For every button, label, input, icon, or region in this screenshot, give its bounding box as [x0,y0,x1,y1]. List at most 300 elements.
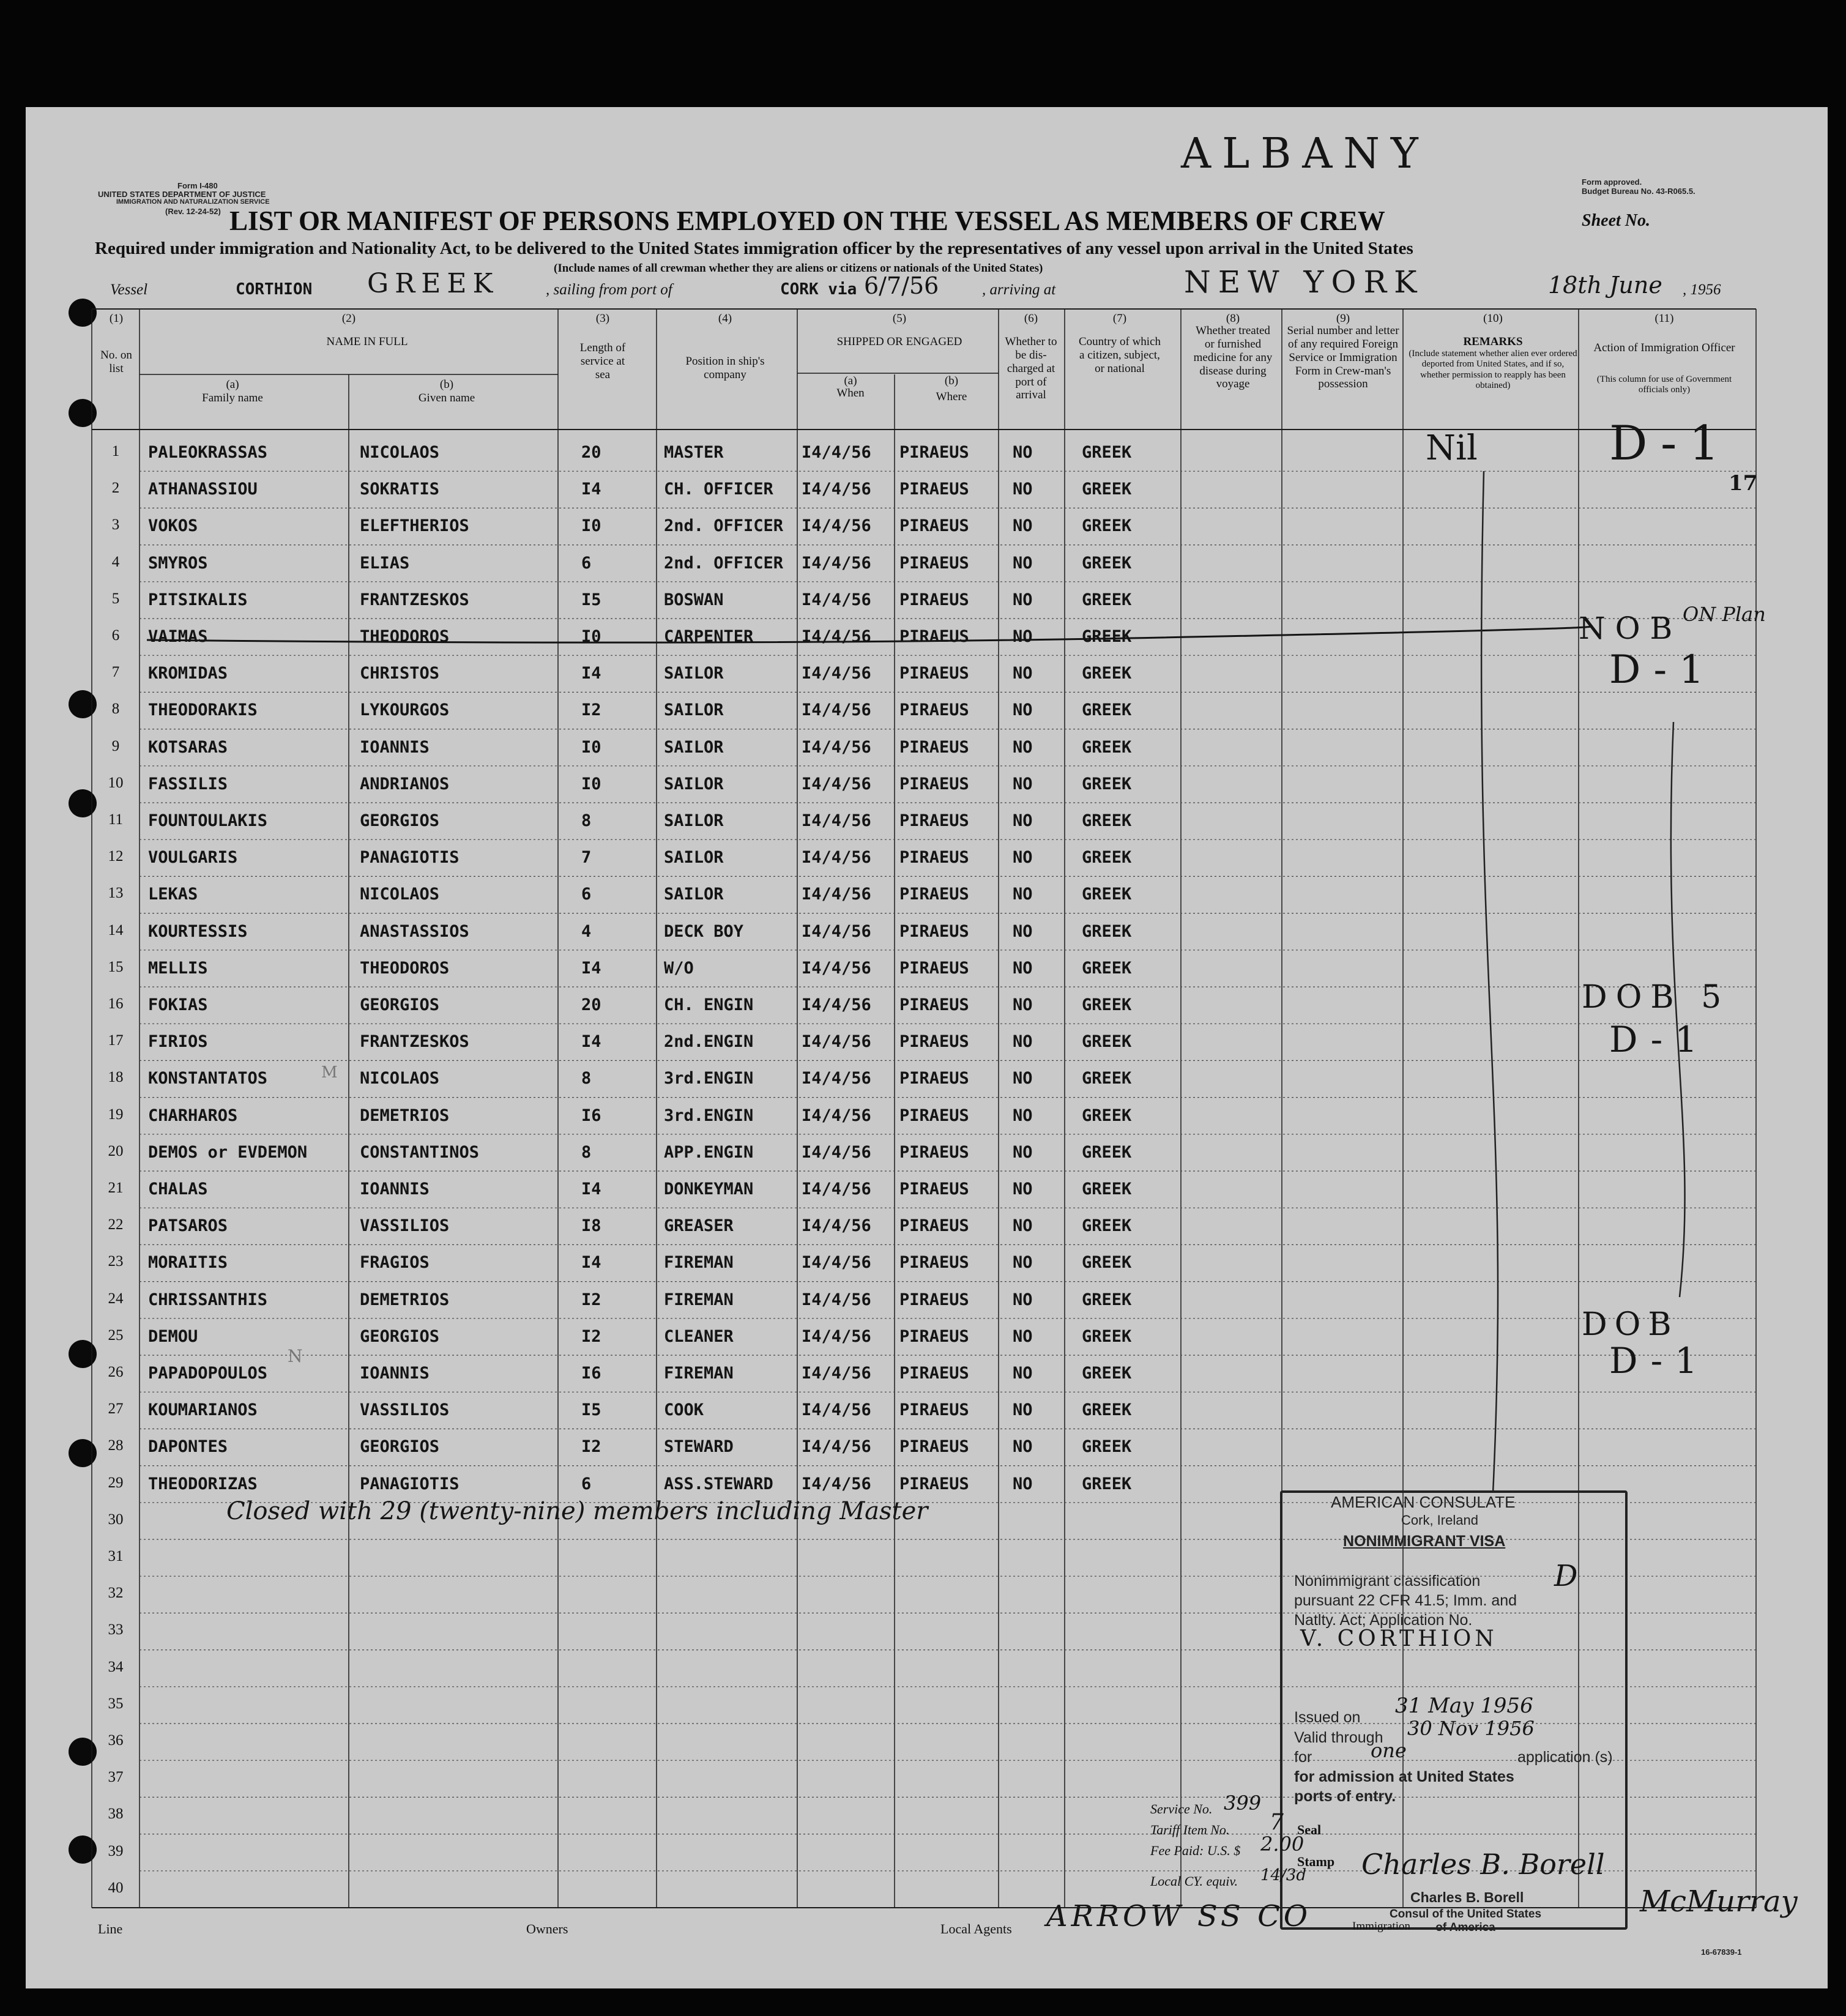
shipped-where: PIRAEUS [899,590,969,609]
col11-note: (This column for use of Government officials only) [1596,374,1732,395]
arrival-date: 18th June [1548,272,1662,299]
given-name: NICOLAOS [360,885,440,904]
family-name: LEKAS [148,885,198,904]
service-number-label: Service No. [1150,1801,1213,1817]
service-length: I2 [581,1326,601,1346]
row-number: 31 [108,1548,124,1564]
shipped-where: PIRAEUS [899,1253,969,1273]
service-length: 20 [581,995,601,1014]
row-number: 27 [108,1400,124,1418]
shipped-when: I4/4/56 [802,1106,871,1125]
form-approved: Form approved. [1582,177,1642,187]
row-number: 7 [111,664,120,681]
family-name: PAPADOPOULOS [148,1364,268,1383]
position: MASTER [664,443,724,462]
country: GREEK [1082,737,1132,757]
shipped-where: PIRAEUS [899,958,969,978]
shipped-when: I4/4/56 [802,1180,871,1199]
shipped-where: PIRAEUS [899,1142,969,1162]
discharged: NO [1013,1253,1033,1273]
shipped-where: PIRAEUS [899,1069,969,1088]
annotation-dob5: DOB 5 [1582,979,1730,1016]
row-number: 11 [108,811,124,828]
stamp-consulate: AMERICAN CONSULATE [1331,1493,1516,1511]
discharged: NO [1013,480,1033,499]
row-number: 6 [111,627,120,644]
row-number: 14 [108,921,124,939]
closing-note: Closed with 29 (twenty-nine) members including Master [226,1497,928,1525]
family-name: FIRIOS [148,1032,208,1052]
shipped-when: I4/4/56 [802,737,871,757]
col10-number: (10) [1483,312,1503,325]
shipped-when: I4/4/56 [802,1326,871,1346]
given-name: GEORGIOS [360,811,440,830]
position: 2nd. OFFICER [664,553,784,573]
stamp-valid-label: Valid through [1294,1729,1383,1746]
service-length: 20 [581,443,601,462]
col3-number: (3) [595,312,610,325]
stamp-regulation: pursuant 22 CFR 41.5; Imm. and [1294,1592,1517,1609]
shipped-where: PIRAEUS [899,480,969,499]
tariff-value: 7 [1270,1810,1284,1835]
family-name: SMYROS [148,553,208,573]
col7-number: (7) [1112,312,1127,325]
row-number: 25 [108,1326,124,1344]
discharged: NO [1013,737,1033,757]
country: GREEK [1082,885,1132,904]
service-length: I2 [581,1290,601,1309]
stamp-application-count: application (s) [1517,1749,1613,1766]
col6-header: Whether to be dis-charged at port of arrival [1005,335,1057,402]
row-number: 18 [108,1069,124,1086]
annotation-dob-row25: DOB [1582,1306,1679,1343]
col1-header: No. on list [100,349,132,375]
country: GREEK [1082,1437,1132,1457]
local-agents-label: Local Agents [940,1921,1012,1936]
local-equiv-label: Local CY. equiv. [1150,1873,1238,1889]
service-length: 6 [581,553,592,573]
country: GREEK [1082,1032,1132,1052]
stamp-classification: D [1554,1559,1578,1593]
budget-number: Budget Bureau No. 43-R065.5. [1582,187,1695,196]
family-name: THEODORIZAS [148,1474,258,1493]
seal-label: Seal [1297,1822,1322,1837]
sailing-port: CORK via [780,280,857,299]
annotation-d1-row17: D-1 [1609,1019,1710,1060]
stamp-for-value: one [1371,1739,1407,1762]
discharged: NO [1013,443,1033,462]
col5-header: SHIPPED OR ENGAGED [836,335,962,348]
row-number: 38 [108,1806,124,1823]
immigration-label: Immigration [1352,1920,1410,1933]
family-name: VOULGARIS [148,848,238,868]
shipped-where: PIRAEUS [899,1290,969,1309]
country: GREEK [1082,1474,1132,1493]
discharged: NO [1013,811,1033,830]
discharged: NO [1013,627,1033,646]
position: SAILOR [664,848,724,868]
given-name: ANDRIANOS [360,774,450,794]
row-number: 35 [108,1695,124,1712]
annotation-n-mark: N [288,1346,303,1366]
pen-line [1481,471,1498,1493]
service-length: I0 [581,737,601,757]
country: GREEK [1082,848,1132,868]
given-name: IOANNIS [360,1180,430,1199]
shipped-when: I4/4/56 [802,553,871,573]
shipped-when: I4/4/56 [802,516,871,536]
position: GREASER [664,1216,734,1236]
position: SAILOR [664,701,724,720]
shipped-where: PIRAEUS [899,848,969,868]
service-length: I6 [581,1106,601,1125]
discharged: NO [1013,774,1033,794]
discharged: NO [1013,1290,1033,1309]
shipped-when: I4/4/56 [802,1069,871,1088]
row-number: 10 [108,774,124,791]
col5a-header: When [836,387,865,400]
stamp-visa-type: NONIMMIGRANT VISA [1343,1533,1506,1550]
position: COOK [664,1400,704,1420]
arriving-port: NEW YORK [1184,264,1424,300]
family-name: CHARHAROS [148,1106,238,1125]
stamp-ports: ports of entry. [1294,1788,1396,1805]
shipped-when: I4/4/56 [802,1290,871,1309]
position: BOSWAN [664,590,724,609]
country: GREEK [1082,811,1132,830]
consul-title: Consul of the United States of America [1389,1908,1542,1934]
line-label: Line [98,1921,123,1936]
discharged: NO [1013,885,1033,904]
given-name: NICOLAOS [360,1069,440,1088]
service-length: I4 [581,1032,601,1052]
col9-header: Serial number and letter of any required Foreign Service or Immigration Form in Crew-man's possession [1287,324,1399,391]
family-name: CHALAS [148,1180,208,1199]
shipped-when: I4/4/56 [802,921,871,941]
country: GREEK [1082,1400,1132,1420]
row-number: 4 [111,553,120,570]
discharged: NO [1013,664,1033,683]
discharged: NO [1013,553,1033,573]
discharged: NO [1013,1032,1033,1052]
include-note: (Include names of all crewman whether they are aliens or citizens or nationals of the United States) [554,262,1043,275]
col8-number: (8) [1226,312,1240,325]
discharged: NO [1013,1400,1033,1420]
shipped-when: I4/4/56 [802,443,871,462]
family-name: MORAITIS [148,1253,228,1273]
annotation-nil: Nil [1426,428,1478,468]
col6-number: (6) [1024,312,1038,325]
shipped-when: I4/4/56 [802,1474,871,1493]
consul-name: Charles B. Borell [1410,1889,1524,1905]
shipped-where: PIRAEUS [899,774,969,794]
service-length: 4 [581,921,592,941]
service-length: I0 [581,774,601,794]
country: GREEK [1082,1106,1132,1125]
col4-header: Position in ship's company [685,355,765,381]
service-length: 7 [581,848,592,868]
shipped-when: I4/4/56 [802,1142,871,1162]
discharged: NO [1013,701,1033,720]
shipped-where: PIRAEUS [899,1364,969,1383]
shipped-when: I4/4/56 [802,958,871,978]
stamp-word: Stamp [1297,1854,1335,1869]
col2b-number: (b) [439,378,454,391]
shipped-where: PIRAEUS [899,995,969,1014]
col2-number: (2) [341,312,356,325]
given-name: CONSTANTINOS [360,1142,480,1162]
given-name: NICOLAOS [360,443,440,462]
row-number: 2 [111,480,120,497]
service-length: I2 [581,701,601,720]
shipped-when: I4/4/56 [802,664,871,683]
country: GREEK [1082,921,1132,941]
family-name: KOURTESSIS [148,921,248,941]
family-name: DEMOS or EVDEMON [148,1142,308,1162]
service-length: I5 [581,1400,601,1420]
discharged: NO [1013,1106,1033,1125]
shipped-where: PIRAEUS [899,885,969,904]
department: UNITED STATES DEPARTMENT OF JUSTICE [98,190,266,199]
service-length: 6 [581,1474,592,1493]
shipped-where: PIRAEUS [899,1437,969,1457]
service-length: I8 [581,1216,601,1236]
service-length: I4 [581,958,601,978]
position: STEWARD [664,1437,734,1457]
row-number: 8 [111,701,120,718]
given-name: VASSILIOS [360,1400,450,1420]
stamp-for-label: for [1294,1749,1312,1766]
row-number: 36 [108,1732,124,1749]
family-name: THEODORAKIS [148,701,258,720]
shipped-where: PIRAEUS [899,443,969,462]
row-number: 33 [108,1621,124,1638]
family-name: PITSIKALIS [148,590,248,609]
discharged: NO [1013,1474,1033,1493]
service-length: I5 [581,590,601,609]
family-name: VAIMAS [148,627,208,646]
country: GREEK [1082,1142,1132,1162]
discharged: NO [1013,1437,1033,1457]
row-number: 5 [111,590,120,607]
row-number: 30 [108,1511,124,1528]
shipped-when: I4/4/56 [802,995,871,1014]
discharged: NO [1013,921,1033,941]
position: 3rd.ENGIN [664,1106,754,1125]
shipped-where: PIRAEUS [899,1400,969,1420]
sheet-number-label: Sheet No. [1582,211,1650,230]
shipped-when: I4/4/56 [802,811,871,830]
family-name: FOUNTOULAKIS [148,811,268,830]
position: SAILOR [664,664,724,683]
col2-header: NAME IN FULL [326,335,408,348]
shipped-where: PIRAEUS [899,1326,969,1346]
annotation-on-plan: ON Plan [1683,603,1766,626]
country: GREEK [1082,995,1132,1014]
position: 2nd.ENGIN [664,1032,754,1052]
service-length: 8 [581,811,592,830]
shipped-when: I4/4/56 [802,1364,871,1383]
service-number: 399 [1224,1791,1262,1815]
shipped-where: PIRAEUS [899,516,969,536]
shipped-when: I4/4/56 [802,1400,871,1420]
family-name: FASSILIS [148,774,228,794]
row-number: 39 [108,1842,124,1859]
row-number: 37 [108,1769,124,1786]
given-name: THEODOROS [360,958,450,978]
sailing-date: 6/7/56 [864,272,939,299]
discharged: NO [1013,1326,1033,1346]
row-number: 23 [108,1253,124,1270]
stamp-issued-label: Issued on [1294,1709,1361,1726]
stamp-vessel: V. CORTHION [1300,1626,1498,1651]
service-length: I2 [581,1437,601,1457]
annotation-d1-row26: D-1 [1609,1340,1710,1382]
family-name: PATSAROS [148,1216,228,1236]
annotation-d1-row7: D-1 [1609,647,1716,693]
arriving-label: , arriving at [982,281,1056,298]
immigration-officer-signature: McMurray [1640,1884,1798,1919]
page-title: LIST OR MANIFEST OF PERSONS EMPLOYED ON THE VESSEL AS MEMBERS OF CREW [229,206,1385,236]
family-name: KOUMARIANOS [148,1400,258,1420]
position: SAILOR [664,737,724,757]
shipped-when: I4/4/56 [802,480,871,499]
family-name: VOKOS [148,516,198,536]
discharged: NO [1013,590,1033,609]
family-name: KONSTANTATOS [148,1069,268,1088]
discharged: NO [1013,1180,1033,1199]
family-name: FOKIAS [148,995,208,1014]
position: SAILOR [664,885,724,904]
row-number: 17 [108,1032,124,1049]
position: ASS.STEWARD [664,1474,773,1493]
position: CH. ENGIN [664,995,754,1014]
shipped-where: PIRAEUS [899,737,969,757]
country: GREEK [1082,664,1132,683]
family-name: ATHANASSIOU [148,480,258,499]
shipped-where: PIRAEUS [899,1474,969,1493]
fee-paid-label: Fee Paid: U.S. $ [1150,1843,1241,1858]
position: 3rd.ENGIN [664,1069,754,1088]
family-name: MELLIS [148,958,208,978]
given-name: CHRISTOS [360,664,440,683]
given-name: ANASTASSIOS [360,921,469,941]
col5b-number: (b) [944,374,959,387]
page-subtitle: Required under immigration and Nationality Act, to be delivered to the United States immigration officer by the representatives of any vessel upon arrival in the United States [95,239,1413,258]
row-number: 1 [111,443,120,459]
country: GREEK [1082,590,1132,609]
shipped-where: PIRAEUS [899,921,969,941]
service-length: I4 [581,1253,601,1273]
revision: (Rev. 12-24-52) [165,207,221,216]
shipped-when: I4/4/56 [802,1437,871,1457]
family-name: CHRISSANTHIS [148,1290,268,1309]
family-name: KROMIDAS [148,664,228,683]
given-name: IOANNIS [360,737,430,757]
annotation-seventeen: 17 [1729,471,1758,496]
shipped-when: I4/4/56 [802,590,871,609]
discharged: NO [1013,1364,1033,1383]
row-number: 40 [108,1879,124,1896]
row-number: 15 [108,958,124,975]
country: GREEK [1082,774,1132,794]
stamp-issued: 31 May 1956 [1395,1694,1533,1718]
position: 2nd. OFFICER [664,516,784,536]
col3-header: Length of service at sea [579,341,626,381]
country: GREEK [1082,1069,1132,1088]
shipped-when: I4/4/56 [802,627,871,646]
shipped-when: I4/4/56 [802,1032,871,1052]
row-number: 26 [108,1364,124,1380]
position: DONKEYMAN [664,1180,754,1199]
row-number: 21 [108,1180,124,1196]
service-length: 6 [581,885,592,904]
row-number: 9 [111,737,120,754]
annotation-m-mark: M [321,1063,338,1082]
discharged: NO [1013,958,1033,978]
fee-paid: 2.00 [1260,1832,1304,1856]
annotation-nob: N O B [1579,611,1673,646]
family-name: PALEOKRASSAS [148,443,268,462]
family-name: DEMOU [148,1326,198,1346]
stamp-classification-label: Nonimmigrant classification [1294,1572,1481,1590]
position: FIREMAN [664,1364,734,1383]
row-number: 12 [108,848,124,865]
given-name: ELEFTHERIOS [360,516,469,536]
row-number: 19 [108,1106,124,1123]
country: GREEK [1082,1290,1132,1309]
row-number: 13 [108,885,124,902]
service-length: I4 [581,480,601,499]
col7-header: Country of which a citizen, subject, or national [1078,335,1161,375]
given-name: DEMETRIOS [360,1106,450,1125]
country: GREEK [1082,1364,1132,1383]
row-number: 16 [108,995,124,1012]
col1-number: (1) [109,312,124,325]
family-name: KOTSARAS [148,737,228,757]
shipped-where: PIRAEUS [899,811,969,830]
position: W/O [664,958,694,978]
given-name: IOANNIS [360,1364,430,1383]
given-name: GEORGIOS [360,1326,440,1346]
consul-signature: Charles B. Borell [1361,1848,1605,1881]
country: GREEK [1082,516,1132,536]
row-number: 29 [108,1474,124,1491]
row-number: 3 [111,516,120,534]
given-name: ELIAS [360,553,410,573]
form-code: 16-67839-1 [1701,1947,1742,1957]
col11-header: Action of Immigration Officer [1593,341,1735,354]
row-number: 28 [108,1437,124,1454]
col5a-number: (a) [844,374,857,387]
tariff-label: Tariff Item No. [1150,1822,1230,1837]
given-name: FRANTZESKOS [360,1032,469,1052]
shipped-when: I4/4/56 [802,885,871,904]
stamp-application: Natlty. Act; Application No. [1294,1612,1473,1629]
service-length: I4 [581,1180,601,1199]
annotation-d1-row1: D-1 [1609,416,1732,471]
col5b-header: Where [936,390,967,403]
stamp-city: Cork, Ireland [1401,1512,1478,1528]
shipped-when: I4/4/56 [802,1216,871,1236]
given-name: GEORGIOS [360,995,440,1014]
given-name: THEODOROS [360,627,450,646]
local-equiv: 14/3d [1260,1866,1307,1884]
row-number: 32 [108,1585,124,1602]
form-number: Form I-480 [177,181,218,190]
position: CARPENTER [664,627,754,646]
shipped-when: I4/4/56 [802,1253,871,1273]
